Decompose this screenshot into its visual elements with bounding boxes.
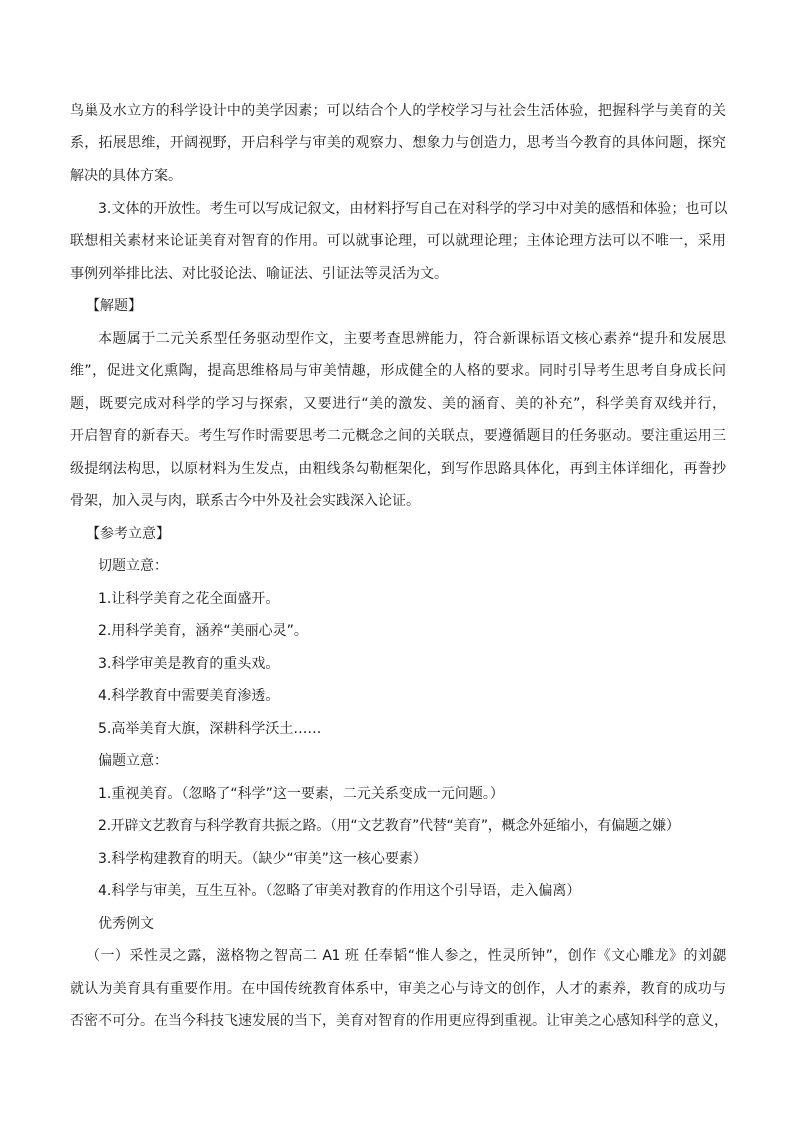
- pianti-item: 4.科学与审美，互生互补。（忽略了审美对教育的作用这个引导语，走入偏离）: [98, 883, 581, 899]
- paragraph-3-line-6: 骨架，加入灵与肉，联系古今中外及社会实践深入论证。: [70, 493, 420, 509]
- essay-line-3: 否密不可分。在当今科技飞速发展的当下，美育对智育的作用更应得到重视。让审美之心感知科学的意义，: [70, 1013, 728, 1029]
- qieti-item: 1.让科学美育之花全面盛开。: [98, 591, 280, 607]
- paragraph-3-line-3: 题，既要完成对科学的学习与探索，又要进行“美的激发、美的涵育、美的补充”，科学美育双线并行，: [70, 396, 726, 412]
- pianti-item: 1.重视美育。（忽略了“科学”这一要素，二元关系变成一元问题。）: [98, 786, 504, 802]
- essay-line-2: 就认为美育具有重要作用。在中国传统教育体系中，审美之心与诗文的创作，人才的素养，教育的成功与: [70, 981, 726, 997]
- qieti-item: 2.用科学美育，涵养“美丽心灵”。: [98, 623, 308, 639]
- paragraph-3-line-1: 本题属于二元关系型任务驱动型作文，主要考查思辨能力，符合新课标语文核心素养“提升和发展思: [98, 331, 726, 347]
- paragraph-1-line-1: 鸟巢及水立方的科学设计中的美学因素；可以结合个人的学校学习与社会生活体验，把握科学与美育的关: [70, 103, 726, 119]
- pianti-item: 3.科学构建教育的明天。（缺少“审美”这一核心要素）: [98, 851, 427, 867]
- paragraph-2-line-3: 事例列举排比法、对比驳论法、喻证法、引证法等灵活为文。: [70, 266, 448, 282]
- paragraph-3-line-4: 开启智育的新春天。考生写作时需要思考二元概念之间的关联点，要遵循题目的任务驱动。要注重运用三: [70, 428, 726, 444]
- paragraph-2-line-1: 3.文体的开放性。考生可以写成记叙文，由材料抒写自己在对科学的学习中对美的感悟和体验；也可以: [98, 201, 728, 217]
- heading-cankao: 【参考立意】: [86, 526, 170, 542]
- paragraph-1-line-3: 解决的具体方案。: [70, 168, 182, 184]
- label-qieti: 切题立意：: [98, 558, 168, 574]
- essay-line-1: （一）采性灵之露，滋格物之智高二 A1 班 任奉韬“惟人参之，性灵所钟”，创作《文心雕龙》的刘勰: [86, 948, 726, 964]
- heading-jieti: 【解题】: [86, 298, 142, 314]
- paragraph-1-line-2: 系，拓展思维，开阔视野，开启科学与审美的观察力、想象力与创造力，思考当今教育的具体问题，探究: [70, 135, 726, 151]
- qieti-item: 4.科学教育中需要美育渗透。: [98, 688, 280, 704]
- paragraph-2-line-2: 联想相关素材来论证美育对智育的作用。可以就事论理，可以就理论理；主体论理方法可以不唯一，采用: [70, 233, 726, 249]
- paragraph-3-line-5: 级提纲法构思，以原材料为生发点，由粗线条勾勒框架化，到写作思路具体化，再到主体详细化，再誊抄: [70, 461, 726, 477]
- paragraph-3-line-2: 维”，促进文化熏陶，提高思维格局与审美情趣，形成健全的人格的要求。同时引导考生思考自身成长问: [70, 363, 726, 379]
- label-youxiu: 优秀例文: [98, 916, 154, 932]
- qieti-item: 5.高举美育大旗，深耕科学沃土……: [98, 721, 322, 737]
- label-pianti: 偏题立意：: [98, 753, 168, 769]
- pianti-item: 2.开辟文艺教育与科学教育共振之路。（用“文艺教育”代替“美育”，概念外延缩小，有偏题之嫌）: [98, 818, 680, 834]
- qieti-item: 3.科学审美是教育的重头戏。: [98, 656, 280, 672]
